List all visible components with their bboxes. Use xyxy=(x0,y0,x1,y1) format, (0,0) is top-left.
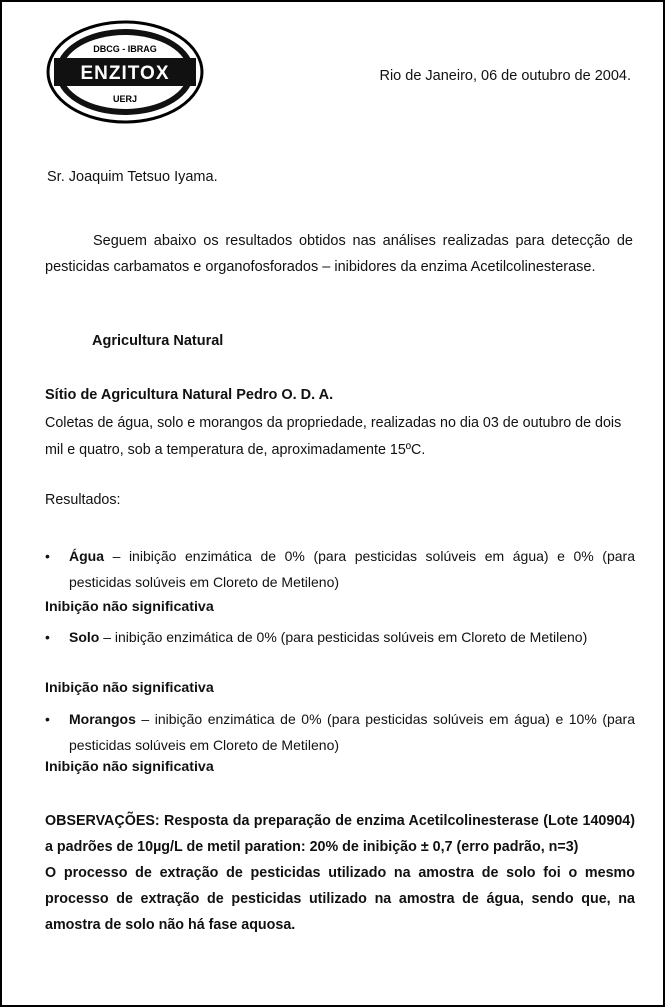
observations-paragraph-1: OBSERVAÇÕES: Resposta da preparação de enzima Acetilcolinesterase (Lote 140904) a padrões de 10µg/L de metil paration: 20% de inibição ± 0,7 (erro padrão, n=3) xyxy=(45,813,635,855)
result-verdict-morangos: Inibição não significativa xyxy=(45,759,214,775)
collection-paragraph: Coletas de água, solo e morangos da propriedade, realizadas no dia 03 de outubro de dois mil e quatro, sob a temperatura de, aproximadamente 15ºC. xyxy=(45,415,622,458)
enzitox-logo xyxy=(46,20,204,124)
results-label: Resultados: xyxy=(45,492,121,508)
section-heading: Agricultura Natural xyxy=(92,333,224,349)
observations-block xyxy=(45,808,635,938)
result-item-morangos xyxy=(45,706,635,758)
bullet-icon: • xyxy=(45,629,50,645)
svg-text:UERJ: UERJ xyxy=(112,94,138,104)
bullet-icon: • xyxy=(45,548,50,564)
result-text: – inibição enzimática de 0% (para pesticidas solúveis em água) e 0% (para pesticidas solúveis em Cloreto de Metileno) xyxy=(69,548,635,590)
result-name: Morangos xyxy=(69,711,136,727)
bullet-icon: • xyxy=(45,711,50,727)
result-text: – inibição enzimática de 0% (para pesticidas solúveis em água) e 10% (para pesticidas solúveis em Cloreto de Metileno) xyxy=(69,711,635,753)
date-line: Rio de Janeiro, 06 de outubro de 2004. xyxy=(379,68,631,84)
result-name: Água xyxy=(69,548,104,564)
salutation: Sr. Joaquim Tetsuo Iyama. xyxy=(47,169,218,185)
result-name: Solo xyxy=(69,629,100,645)
result-verdict-solo: Inibição não significativa xyxy=(45,680,214,696)
result-item-agua xyxy=(45,543,635,595)
intro-text: Seguem abaixo os resultados obtidos nas análises realizadas para detecção de pesticidas carbamatos e organofosforados – inibidores da enzima Acetilcolinesterase. xyxy=(45,233,633,275)
site-heading: Sítio de Agricultura Natural Pedro O. D. A. xyxy=(45,387,334,403)
svg-text:ENZITOX: ENZITOX xyxy=(80,63,170,84)
result-item-solo xyxy=(45,624,635,650)
svg-text:DBCG - IBRAG: DBCG - IBRAG xyxy=(93,44,157,54)
result-verdict-agua: Inibição não significativa xyxy=(45,599,214,615)
result-text: – inibição enzimática de 0% (para pesticidas solúveis em Cloreto de Metileno) xyxy=(99,629,588,645)
intro-paragraph xyxy=(45,228,633,280)
observations-paragraph-2: O processo de extração de pesticidas utilizado na amostra de solo foi o mesmo processo de extração de pesticidas utilizado na amostra de água, sendo que, na amostra de solo não há fase aquosa. xyxy=(45,865,635,933)
